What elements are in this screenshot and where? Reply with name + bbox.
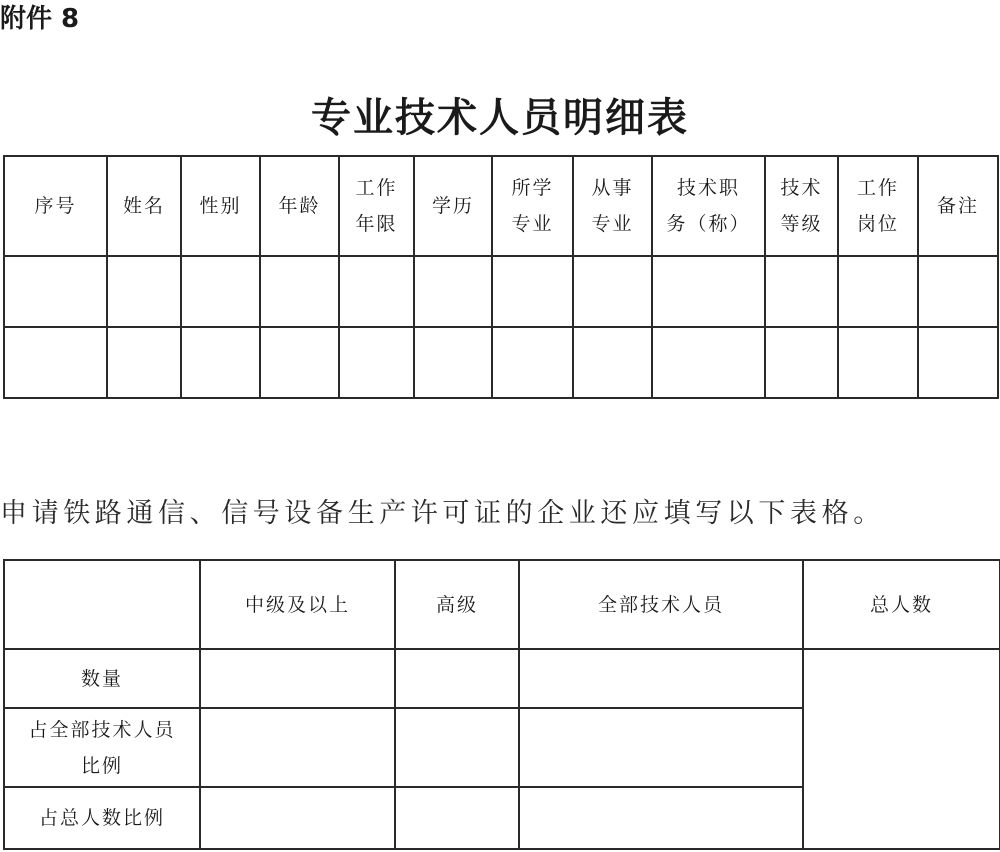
table-cell[interactable]: [107, 327, 181, 398]
column-header-name: 姓名: [107, 156, 181, 256]
table-cell[interactable]: [4, 327, 107, 398]
column-header-all-technical-staff: 全部技术人员: [519, 560, 803, 649]
table-row: [4, 649, 1000, 708]
column-header-senior: 高级: [395, 560, 519, 649]
table-cell[interactable]: [519, 708, 803, 787]
page-title: 专业技术人员明细表: [311, 94, 689, 141]
table-cell[interactable]: [200, 787, 395, 849]
column-header-technical-title: 技术职 务（称）: [652, 156, 765, 256]
column-header-technical-grade: 技术 等级: [765, 156, 838, 256]
column-header-remarks: 备注: [918, 156, 998, 256]
staff-detail-table: [3, 155, 999, 399]
table-cell[interactable]: [395, 708, 519, 787]
table-row: [4, 327, 998, 398]
staff-table-header-row: [4, 156, 998, 256]
table-cell[interactable]: [765, 327, 838, 398]
row-header-count: 数量: [4, 649, 200, 708]
summary-table-header-row: [4, 560, 1000, 649]
table-cell[interactable]: [573, 327, 652, 398]
table-row: [4, 256, 998, 327]
table-cell[interactable]: [838, 256, 918, 327]
table-cell[interactable]: [339, 327, 414, 398]
table-cell[interactable]: [4, 256, 107, 327]
table-cell[interactable]: [918, 327, 998, 398]
total-headcount-cell[interactable]: [803, 649, 1000, 849]
table-cell[interactable]: [414, 256, 492, 327]
table-cell[interactable]: [492, 327, 573, 398]
table-cell[interactable]: [181, 327, 260, 398]
table-cell[interactable]: [395, 649, 519, 708]
table-cell[interactable]: [395, 787, 519, 849]
table-cell[interactable]: [519, 649, 803, 708]
table-cell[interactable]: [200, 708, 395, 787]
table-cell[interactable]: [652, 256, 765, 327]
column-header-age: 年龄: [260, 156, 339, 256]
column-header-work-years: 工作 年限: [339, 156, 414, 256]
table-cell[interactable]: [838, 327, 918, 398]
table-cell[interactable]: [260, 327, 339, 398]
table-cell[interactable]: [260, 256, 339, 327]
table-cell[interactable]: [519, 787, 803, 849]
row-header-share-of-total-headcount: 占总人数比例: [4, 787, 200, 849]
column-header-gender: 性别: [181, 156, 260, 256]
table-cell[interactable]: [652, 327, 765, 398]
table-cell[interactable]: [918, 256, 998, 327]
summary-corner-cell: [4, 560, 200, 649]
column-header-intermediate-and-above: 中级及以上: [200, 560, 395, 649]
column-header-current-field: 从事 专业: [573, 156, 652, 256]
attachment-label: 附件 8: [0, 4, 80, 34]
table-cell[interactable]: [492, 256, 573, 327]
instruction-note: 申请铁路通信、信号设备生产许可证的企业还应填写以下表格。: [0, 498, 885, 529]
column-header-serial-number: 序号: [4, 156, 107, 256]
column-header-education: 学历: [414, 156, 492, 256]
column-header-job-position: 工作 岗位: [838, 156, 918, 256]
table-cell[interactable]: [339, 256, 414, 327]
column-header-total-headcount: 总人数: [803, 560, 1000, 649]
column-header-major-studied: 所学 专业: [492, 156, 573, 256]
table-cell[interactable]: [181, 256, 260, 327]
staff-summary-table: [3, 559, 1000, 850]
table-cell[interactable]: [107, 256, 181, 327]
table-cell[interactable]: [765, 256, 838, 327]
table-cell[interactable]: [573, 256, 652, 327]
table-cell[interactable]: [414, 327, 492, 398]
table-cell[interactable]: [200, 649, 395, 708]
row-header-share-of-technical-staff: 占全部技术人员 比例: [4, 708, 200, 787]
